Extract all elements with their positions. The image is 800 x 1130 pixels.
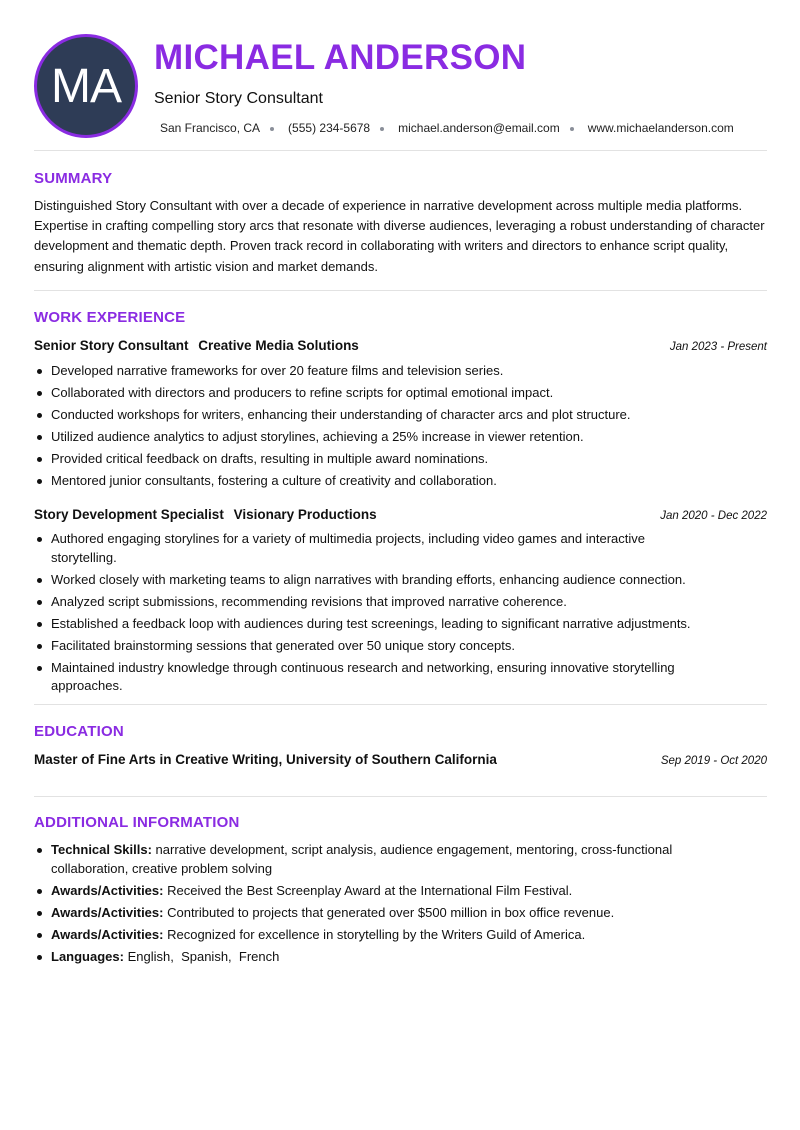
info-text: narrative development, script analysis, audience engagement, mentoring, cross-functional collaboration, creative problem solving xyxy=(51,842,673,876)
info-label: Technical Skills: xyxy=(51,842,152,857)
list-item: Mentored junior consultants, fostering a culture of creativity and collaboration. xyxy=(34,472,767,491)
additional-info-list xyxy=(34,841,767,970)
job-header xyxy=(34,506,767,525)
summary-heading: SUMMARY xyxy=(34,170,113,187)
info-label: Awards/Activities: xyxy=(51,926,164,942)
candidate-role: Senior Story Consultant xyxy=(154,90,323,107)
info-label: Languages: xyxy=(51,949,124,965)
info-text: English, Spanish, French xyxy=(127,949,280,965)
list-item: Conducted workshops for writers, enhancing their understanding of character arcs and plot structure. xyxy=(34,406,767,425)
job-company: Visionary Productions xyxy=(233,507,377,522)
work-experience-heading: WORK EXPERIENCE xyxy=(34,309,186,326)
info-text: Recognized for excellence in storytelling by the Writers Guild of America. xyxy=(167,926,586,942)
info-label: Awards/Activities: xyxy=(51,904,164,920)
section-divider xyxy=(34,290,767,291)
list-item xyxy=(34,882,767,901)
separator-dot-icon xyxy=(270,127,274,131)
list-item: Worked closely with marketing teams to align narratives with branding efforts, enhancing audience connection. xyxy=(34,571,767,590)
info-text: Received the Best Screenplay Award at the International Film Festival. xyxy=(167,882,573,898)
avatar-initials: MA xyxy=(51,59,121,113)
list-item: Provided critical feedback on drafts, resulting in multiple award nominations. xyxy=(34,450,767,469)
list-item: Maintained industry knowledge through continuous research and networking, ensuring innovative storytelling approaches. xyxy=(34,659,767,696)
separator-dot-icon xyxy=(570,127,574,131)
list-item xyxy=(34,948,767,967)
section-divider xyxy=(34,796,767,797)
job-title: Senior Story Consultant xyxy=(34,338,189,353)
list-item: Authored engaging storylines for a variety of multimedia projects, including video games and interactive storytelling. xyxy=(34,530,767,567)
avatar xyxy=(34,34,138,138)
section-divider xyxy=(34,704,767,705)
education-entry xyxy=(34,751,767,770)
summary-text: Distinguished Story Consultant with over a decade of experience in narrative development across multiple media platforms. Expertise in crafting compelling story arcs that resonate with diverse audiences, leveraging a robust understanding of character development and thematic depth. Proven track record in collaborating with writers and directors to enhance script quality, ensuring alignment with artistic vision and market demands. xyxy=(34,198,765,274)
list-item: Utilized audience analytics to adjust storylines, achieving a 25% increase in viewer retention. xyxy=(34,428,767,447)
list-item: Established a feedback loop with audiences during test screenings, leading to significant narrative adjustments. xyxy=(34,615,767,634)
section-divider xyxy=(34,150,767,151)
job-title: Story Development Specialist xyxy=(34,507,224,522)
list-item: Facilitated brainstorming sessions that generated over 50 unique story concepts. xyxy=(34,637,767,656)
info-label: Awards/Activities: xyxy=(51,882,164,898)
list-item xyxy=(34,926,767,945)
list-item: Analyzed script submissions, recommending revisions that improved narrative coherence. xyxy=(34,593,767,612)
list-item xyxy=(34,841,767,878)
additional-info-heading: ADDITIONAL INFORMATION xyxy=(34,814,240,831)
list-item: Developed narrative frameworks for over 20 feature films and television series. xyxy=(34,362,767,381)
job-dates: Jan 2023 - Present xyxy=(669,341,767,353)
contact-bar xyxy=(160,120,734,136)
job-title-line xyxy=(34,337,359,355)
job-bullets xyxy=(34,362,767,495)
separator-dot-icon xyxy=(380,127,384,131)
job-title-line xyxy=(34,506,377,524)
job-header xyxy=(34,337,767,356)
contact-email[interactable]: michael.anderson@email.com xyxy=(398,121,560,135)
education-heading: EDUCATION xyxy=(34,723,124,740)
list-item xyxy=(34,904,767,923)
education-degree: Master of Fine Arts in Creative Writing, University of Southern California xyxy=(34,752,497,767)
contact-phone: (555) 234-5678 xyxy=(288,121,371,135)
job-bullets xyxy=(34,530,767,700)
job-company: Creative Media Solutions xyxy=(198,338,359,353)
education-dates: Sep 2019 - Oct 2020 xyxy=(660,755,767,767)
job-dates: Jan 2020 - Dec 2022 xyxy=(660,510,767,522)
info-text: Contributed to projects that generated over $500 million in box office revenue. xyxy=(167,904,615,920)
candidate-name: MICHAEL ANDERSON xyxy=(154,38,527,77)
contact-website[interactable]: www.michaelanderson.com xyxy=(587,121,734,135)
list-item: Collaborated with directors and producers to refine scripts for optimal emotional impact. xyxy=(34,384,767,403)
contact-location: San Francisco, CA xyxy=(160,121,261,135)
